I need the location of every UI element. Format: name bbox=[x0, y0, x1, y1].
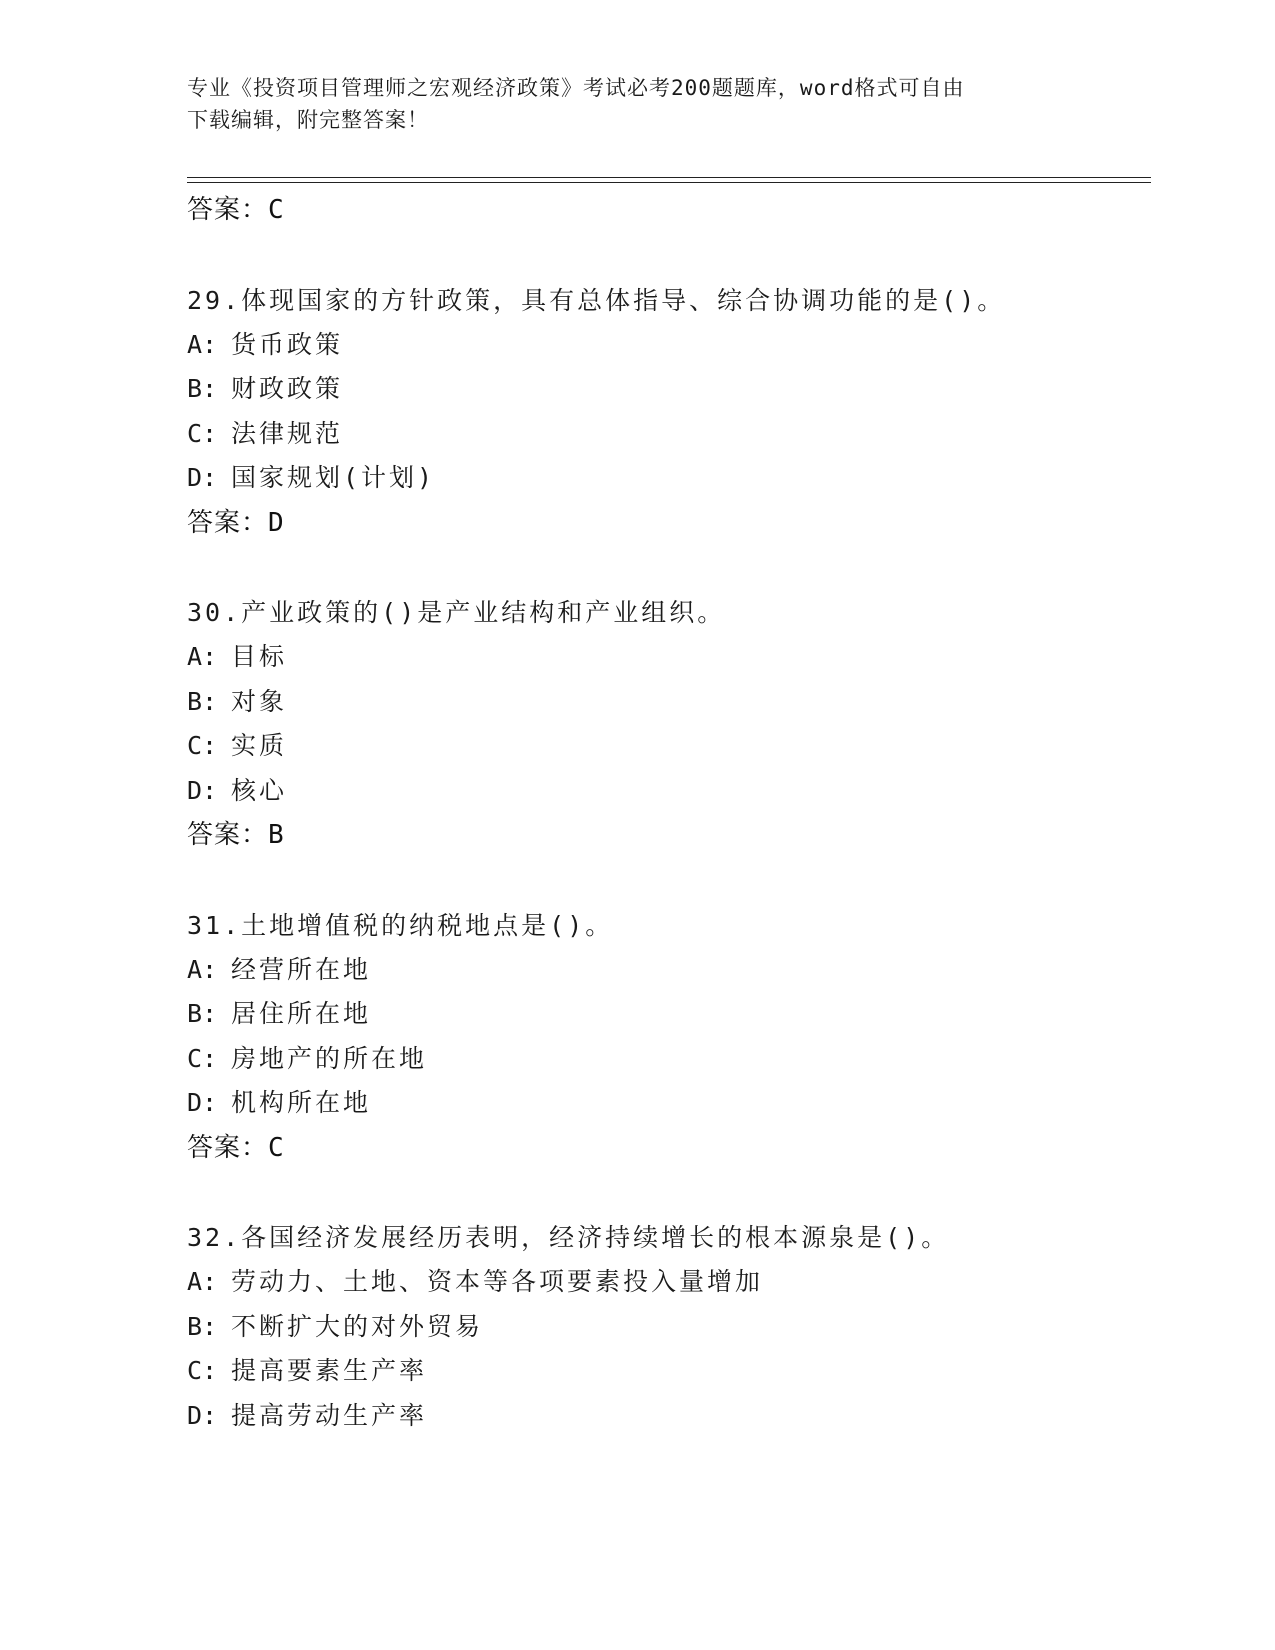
q29-option-a bbox=[187, 329, 343, 361]
option-key: B: bbox=[187, 374, 218, 403]
option-key: C: bbox=[187, 1356, 218, 1385]
q29-option-c bbox=[187, 418, 343, 450]
option-key: C: bbox=[187, 419, 218, 448]
header-line-2: 下载编辑，附完整答案！ bbox=[187, 108, 429, 132]
q30-option-d bbox=[187, 775, 287, 807]
header-divider-bottom bbox=[187, 182, 1151, 183]
option-text: 核心 bbox=[231, 776, 288, 805]
option-key: A: bbox=[187, 330, 218, 359]
q31-option-b bbox=[187, 998, 371, 1030]
option-text: 实质 bbox=[231, 731, 288, 760]
answer-31: 答案：C bbox=[187, 1133, 285, 1163]
answer-previous: 答案：C bbox=[187, 195, 285, 225]
option-text: 提高劳动生产率 bbox=[231, 1401, 428, 1430]
option-key: A: bbox=[187, 1267, 218, 1296]
option-text: 经营所在地 bbox=[231, 955, 372, 984]
option-text: 劳动力、土地、资本等各项要素投入量增加 bbox=[231, 1267, 764, 1296]
question-30: 30.产业政策的()是产业结构和产业组织。 bbox=[187, 598, 726, 627]
header-divider-top bbox=[187, 177, 1151, 178]
option-text: 财政政策 bbox=[231, 374, 344, 403]
q32-option-c bbox=[187, 1355, 427, 1387]
q32-option-d bbox=[187, 1400, 427, 1432]
question-29: 29.体现国家的方针政策，具有总体指导、综合协调功能的是()。 bbox=[187, 286, 1006, 315]
option-text: 法律规范 bbox=[231, 419, 344, 448]
option-key: C: bbox=[187, 1044, 218, 1073]
option-key: A: bbox=[187, 642, 218, 671]
q29-option-d bbox=[187, 462, 435, 494]
q29-option-b bbox=[187, 373, 343, 405]
question-32: 32.各国经济发展经历表明，经济持续增长的根本源泉是()。 bbox=[187, 1223, 950, 1252]
q32-option-b bbox=[187, 1311, 483, 1343]
option-key: B: bbox=[187, 687, 218, 716]
option-key: D: bbox=[187, 463, 218, 492]
q31-option-c bbox=[187, 1043, 427, 1075]
document-header bbox=[187, 72, 1087, 136]
option-key: C: bbox=[187, 731, 218, 760]
option-text: 货币政策 bbox=[231, 330, 344, 359]
option-text: 目标 bbox=[231, 642, 288, 671]
q30-option-b bbox=[187, 686, 287, 718]
option-key: D: bbox=[187, 1088, 218, 1117]
option-key: B: bbox=[187, 1312, 218, 1341]
answer-29: 答案：D bbox=[187, 508, 285, 538]
q32-option-a bbox=[187, 1266, 763, 1298]
option-key: A: bbox=[187, 955, 218, 984]
q30-option-c bbox=[187, 730, 287, 762]
option-text: 国家规划(计划) bbox=[231, 463, 436, 492]
answer-30: 答案：B bbox=[187, 820, 285, 850]
option-text: 房地产的所在地 bbox=[231, 1044, 428, 1073]
q31-option-d bbox=[187, 1087, 371, 1119]
q30-option-a bbox=[187, 641, 287, 673]
option-key: D: bbox=[187, 776, 218, 805]
question-31: 31.土地增值税的纳税地点是()。 bbox=[187, 911, 614, 940]
option-text: 居住所在地 bbox=[231, 999, 372, 1028]
option-text: 不断扩大的对外贸易 bbox=[231, 1312, 484, 1341]
option-key: D: bbox=[187, 1401, 218, 1430]
option-text: 提高要素生产率 bbox=[231, 1356, 428, 1385]
option-text: 对象 bbox=[231, 687, 288, 716]
header-line-1: 专业《投资项目管理师之宏观经济政策》考试必考200题题库，word格式可自由 bbox=[187, 76, 965, 100]
option-key: B: bbox=[187, 999, 218, 1028]
option-text: 机构所在地 bbox=[231, 1088, 372, 1117]
q31-option-a bbox=[187, 954, 371, 986]
